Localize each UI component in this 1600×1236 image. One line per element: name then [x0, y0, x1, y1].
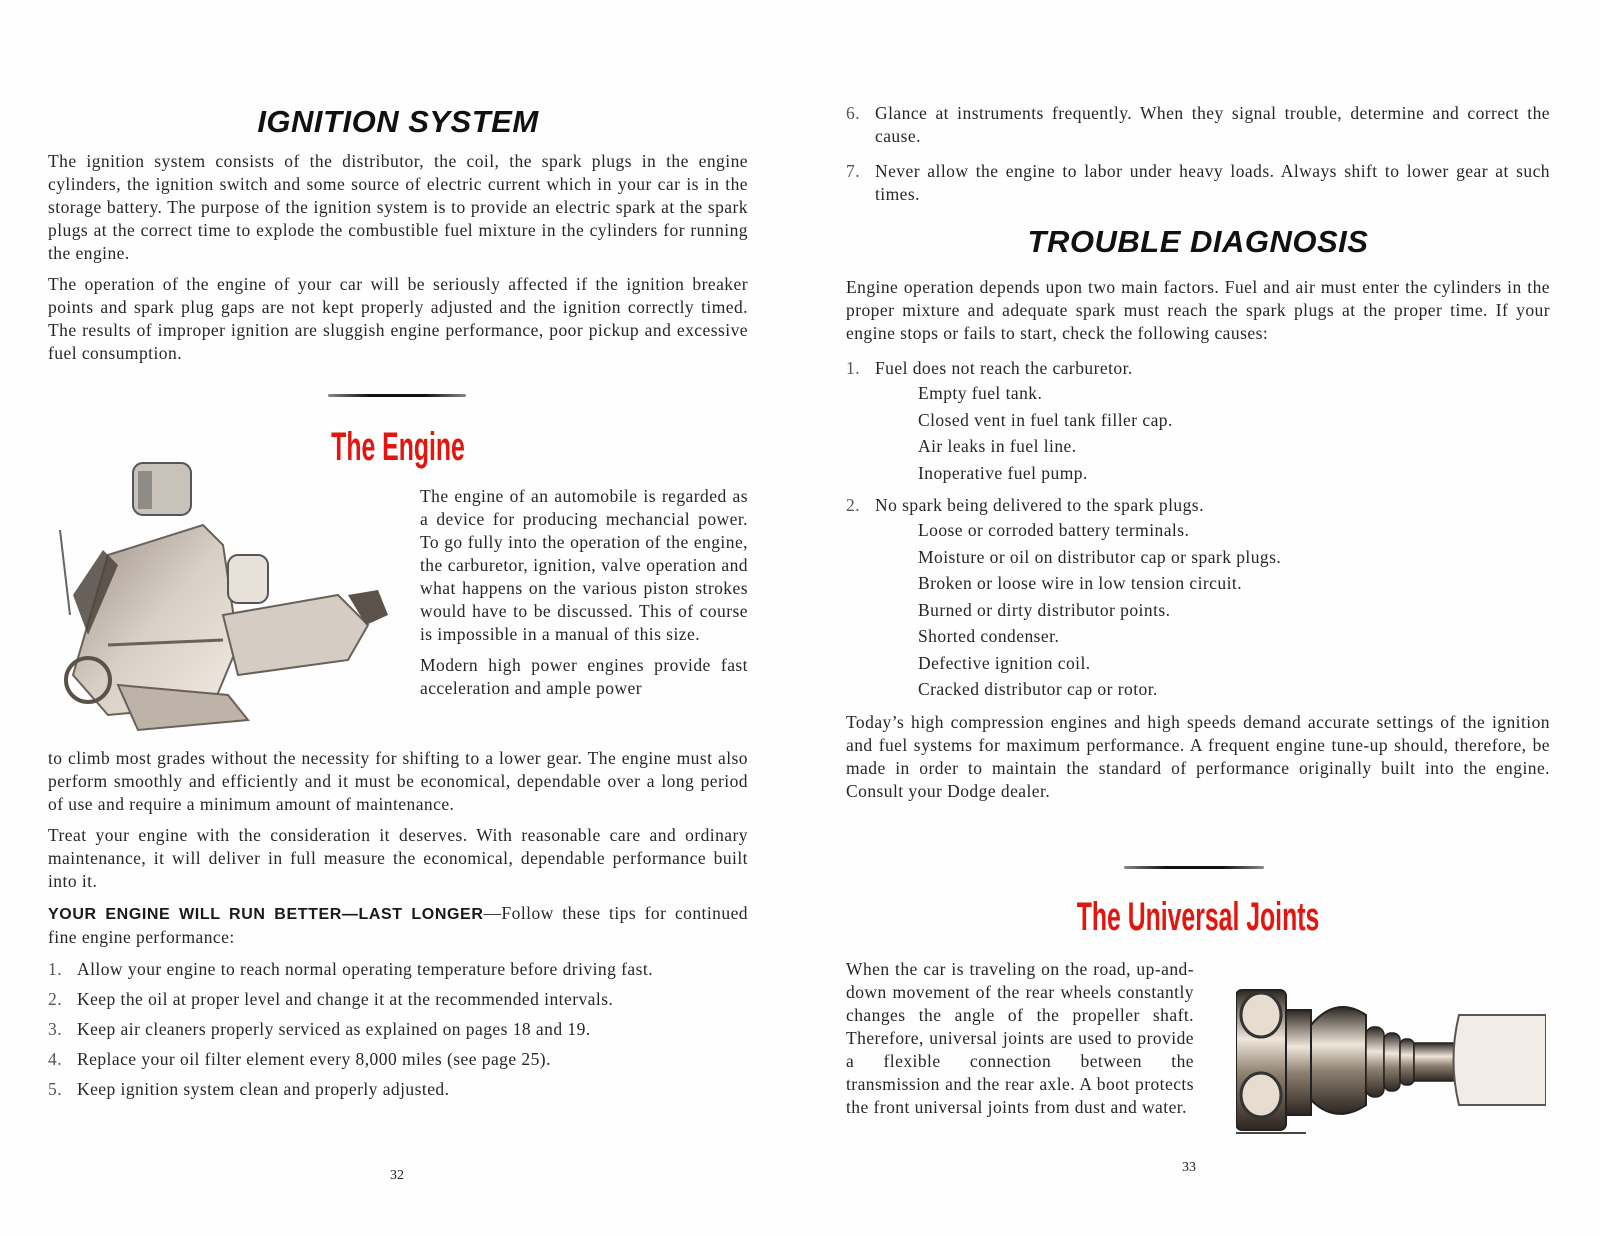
right-page [846, 0, 1550, 1236]
ignition-paragraph-2: The operation of the engine of your car will be seriously affected if the ignition breaker points and spark plug gaps are not kept properly adjusted and the ignition correctly timed. The results of improper ignition are sluggish engine performance, poor pickup and excessive fuel consumption. [48, 274, 748, 363]
cause-item: Broken or loose wire in low tension circuit. [918, 573, 1243, 593]
cause-item: Defective ignition coil. [918, 652, 1091, 673]
trouble-intro: Engine operation depends upon two main factors. Fuel and air must enter the cylinders in the proper mixture and adequate spark must reach the spark plugs at the proper time. If your engine stops or fails to start, check the following causes: [846, 277, 1550, 343]
cause-item: Empty fuel tank. [918, 383, 1043, 403]
cause-group-1 [846, 357, 1550, 380]
universal-joint-illustration [1236, 975, 1546, 1140]
trouble-closing: Today’s high compression engines and high speeds demand accurate settings of the ignition and fuel systems for maximum performance. A frequent engine tune-up should, therefore, be made in order to maintain the standard of performance originally built into the engine. Consult your Dodge dealer. [846, 711, 1550, 801]
cause-items-2 [846, 517, 1550, 703]
ignition-system-heading: IGNITION SYSTEM [257, 104, 539, 139]
tips-continued-list [846, 102, 1550, 206]
cause-item: Cracked distributor cap or rotor. [918, 679, 1158, 699]
ignition-paragraph-1: The ignition system consists of the distributor, the coil, the spark plugs in the engine cylinders, the ignition switch and some source of electric current which in your car is in the storage battery. The purpose of the ignition system is to provide an electric spark at the spark plugs at the correct time to explode the combustible fuel mixture in the cylinders for running the engine. [48, 151, 748, 263]
tip-item: 1. Allow your engine to reach normal operating temperature before driving fast. [48, 959, 654, 979]
page-number-left: 32 [390, 1168, 404, 1183]
tips-lead: YOUR ENGINE WILL RUN BETTER—LAST LONGER [48, 906, 484, 923]
left-page [48, 0, 748, 1236]
tip-item: 2. Keep the oil at proper level and change it at the recommended intervals. [48, 989, 614, 1009]
ignition-section [48, 150, 748, 365]
cause-item: Moisture or oil on distributor cap or spark plugs. [918, 546, 1282, 567]
cause-item: Shorted condenser. [918, 626, 1060, 646]
tips-intro-text: —Follow these tips for continued fine engine performance: [48, 903, 749, 947]
engine-heading: The Engine [331, 425, 465, 469]
engine-paragraph-2-start: Modern high power engines provide fast acceleration and ample power [420, 655, 748, 698]
cause-items-1 [846, 380, 1550, 486]
cause-item: Loose or corroded battery terminals. [918, 520, 1190, 540]
engine-wrap-text [420, 485, 748, 700]
trouble-section [846, 276, 1550, 803]
engine-tips-list [48, 958, 748, 1101]
tip-item: 4. Replace your oil filter element every 8,000 miles (see page 25). [48, 1049, 551, 1069]
engine-illustration [48, 445, 398, 770]
universal-joints-heading: The Universal Joints [1076, 895, 1320, 939]
engine-paragraph-1: The engine of an automobile is regarded as a device for producing mechancial power. To go fully into the operation of the engine, the carburetor, ignition, valve operation and what happens on the various piston strokes would have to be discussed. This of course is impossible in a manual of this size. [420, 486, 748, 644]
engine-full-text [48, 747, 748, 1101]
cause-heading: 2. No spark being delivered to the spark plugs. [846, 495, 1204, 515]
cause-item: Inoperative fuel pump. [918, 462, 1088, 483]
cause-item: Burned or dirty distributor points. [918, 599, 1171, 620]
engine-tips-intro [48, 902, 748, 949]
page-number-right: 33 [1182, 1160, 1196, 1175]
engine-paragraph-2-continued: to climb most grades without the necessity for shifting to a lower gear. The engine must also perform smoothly and efficiently and it must be economical, dependable over a long period of use and require a minimum amount of maintenance. [48, 748, 748, 814]
section-divider [1124, 866, 1264, 869]
engine-paragraph-3: Treat your engine with the consideration it deserves. With reasonable care and ordinary maintenance, it will deliver in full measure the economical, dependable performance built into it. [48, 825, 748, 891]
tip-item: 6. Glance at instruments frequently. When they signal trouble, determine and correct the cause. [846, 103, 1550, 146]
cause-group-2 [846, 494, 1550, 517]
section-divider [328, 394, 466, 397]
universal-joints-paragraph: When the car is traveling on the road, up-and-down movement of the rear wheels constantly changes the angle of the propeller shaft. Therefore, universal joints are used to provide a flexible connection between the transmission and the rear axle. A boot protects the front universal joints from dust and water. [846, 959, 1194, 1117]
cause-heading: 1. Fuel does not reach the carburetor. [846, 358, 1133, 378]
universal-joints-text [846, 958, 1194, 1119]
tip-item: 7. Never allow the engine to labor under heavy loads. Always shift to lower gear at such times. [846, 161, 1550, 204]
tip-item: 5. Keep ignition system clean and properly adjusted. [48, 1079, 450, 1099]
cause-item: Air leaks in fuel line. [918, 436, 1077, 456]
trouble-diagnosis-heading: TROUBLE DIAGNOSIS [1027, 224, 1369, 259]
tip-item: 3. Keep air cleaners properly serviced as explained on pages 18 and 19. [48, 1019, 591, 1039]
cause-item: Closed vent in fuel tank filler cap. [918, 409, 1173, 430]
